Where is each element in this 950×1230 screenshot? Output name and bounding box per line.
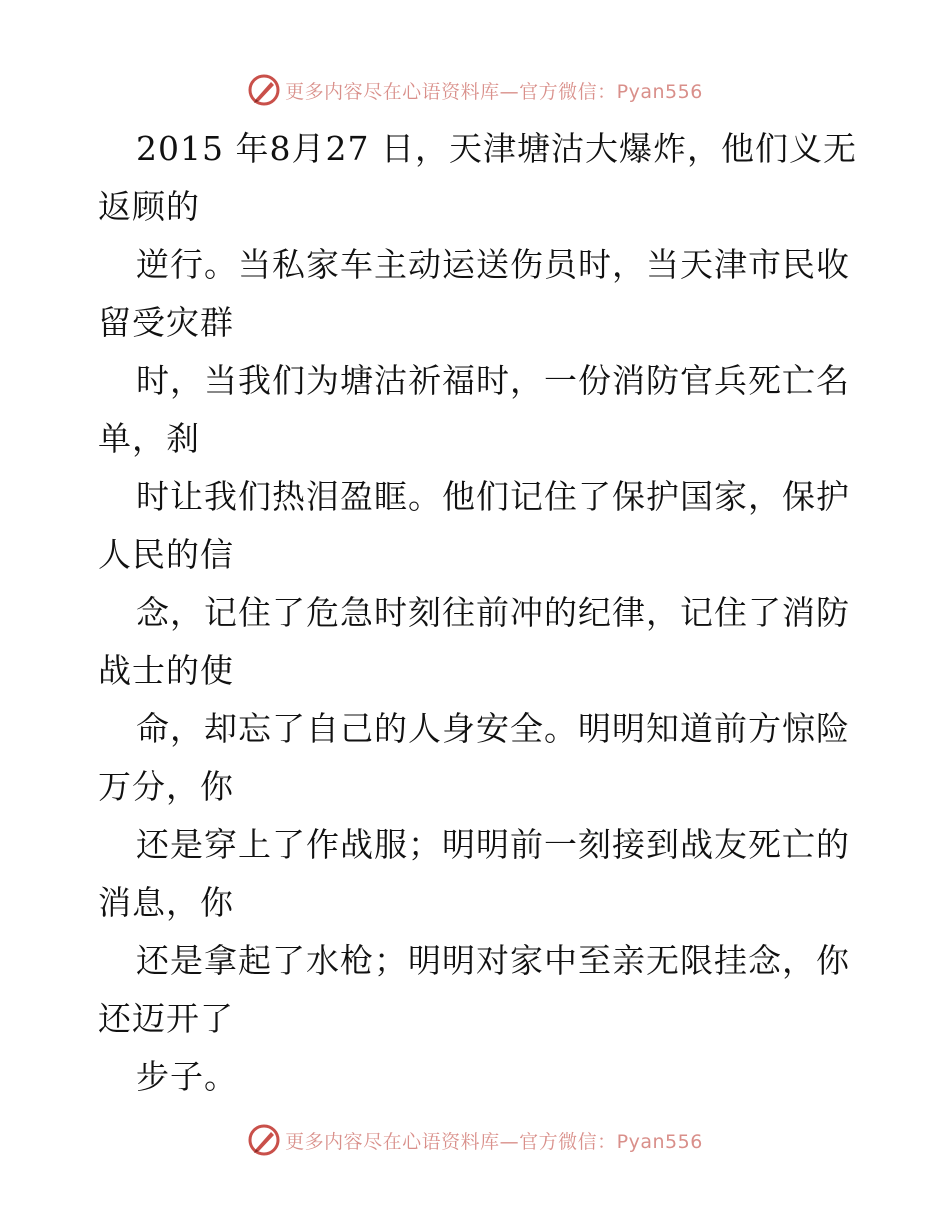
text-line: 留受灾群 (98, 303, 234, 342)
text-line: 逆行。当私家车主动运送伤员时，当天津市民收 (136, 245, 850, 284)
text-line: 还迈开了 (98, 999, 234, 1038)
text-line: 还是穿上了作战服；明明前一刻接到战友死亡的 (136, 825, 850, 864)
text-line: 步子。 (136, 1057, 238, 1096)
text-line: 返顾的 (98, 187, 200, 226)
header-banner-text: 更多内容尽在心语资料库—官方微信：Pyan556 (285, 80, 703, 103)
header-banner (0, 70, 950, 110)
footer-banner (0, 1120, 950, 1160)
text-line: 命，却忘了自己的人身安全。明明知道前方惊险 (136, 709, 850, 748)
text-line: 单，刹 (98, 419, 200, 458)
text-line: 2015 年8月27 日，天津塘沽大爆炸，他们义无 (136, 129, 857, 168)
text-line: 念，记住了危急时刻往前冲的纪律，记住了消防 (136, 593, 850, 632)
text-line: 消息，你 (98, 883, 234, 922)
document-body (98, 120, 868, 1106)
text-line: 时，当我们为塘沽祈福时，一份消防官兵死亡名 (136, 361, 850, 400)
text-line: 战士的使 (98, 651, 234, 690)
text-line: 万分，你 (98, 767, 234, 806)
pen-logo-icon (247, 73, 281, 107)
footer-banner-text: 更多内容尽在心语资料库—官方微信：Pyan556 (285, 1130, 703, 1153)
text-line: 时让我们热泪盈眶。他们记住了保护国家，保护 (136, 477, 850, 516)
text-line: 人民的信 (98, 535, 234, 574)
text-line: 还是拿起了水枪；明明对家中至亲无限挂念，你 (136, 941, 850, 980)
pen-logo-icon (247, 1123, 281, 1157)
